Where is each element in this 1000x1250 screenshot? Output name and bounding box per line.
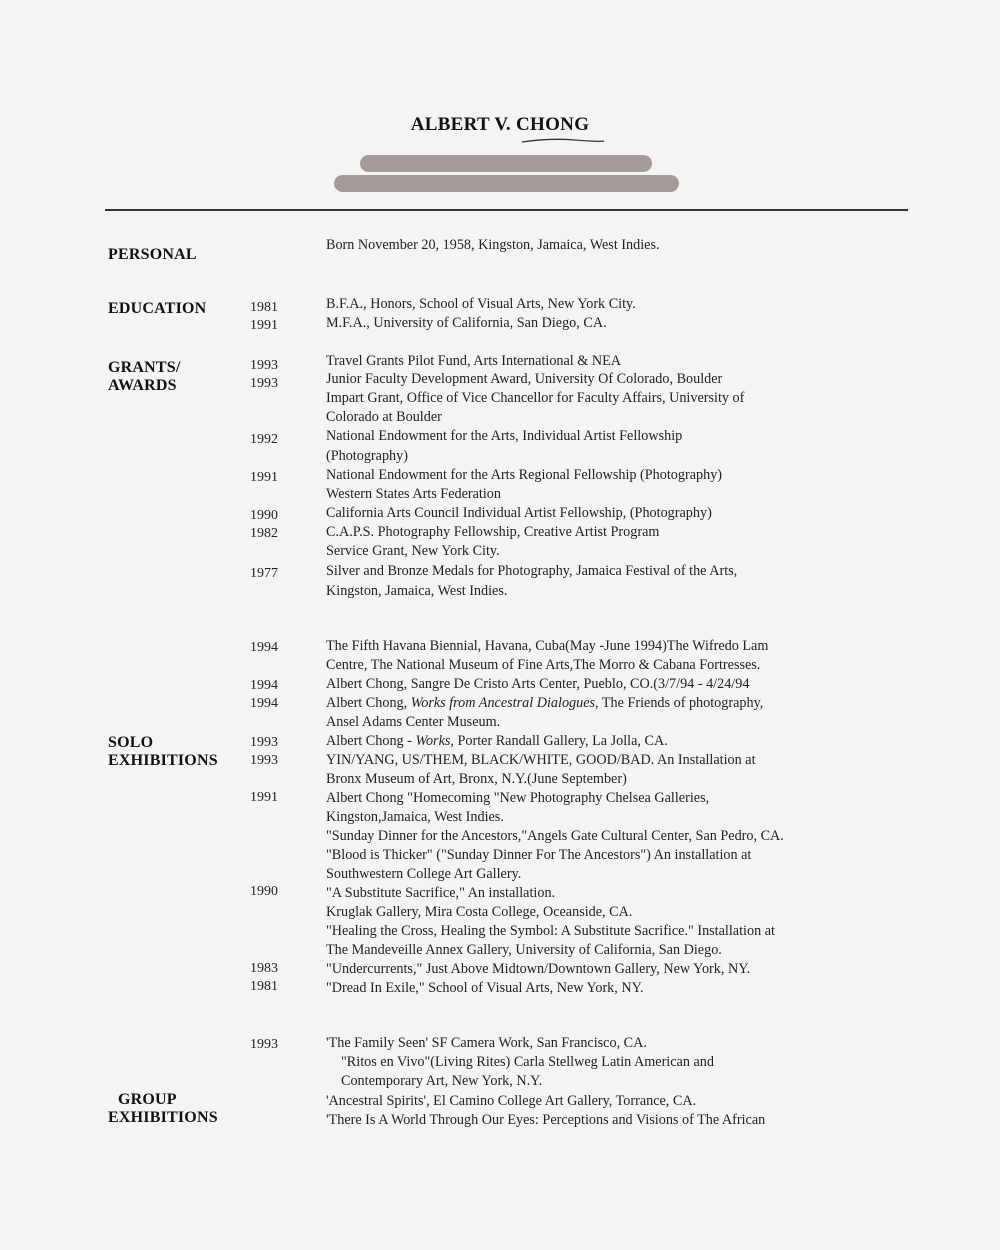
solo-line: Bronx Museum of Art, Bronx, N.Y.(June September) xyxy=(326,771,627,787)
grant-year: 1977 xyxy=(250,566,278,581)
group-line: 'Ancestral Spirits', El Camino College Art Gallery, Torrance, CA. xyxy=(326,1093,697,1109)
grant-line: Silver and Bronze Medals for Photography, Jamaica Festival of the Arts, xyxy=(326,563,738,579)
redacted-contact xyxy=(334,175,679,192)
grant-line: Junior Faculty Development Award, University Of Colorado, Boulder xyxy=(326,371,723,387)
solo-year: 1981 xyxy=(250,979,278,994)
solo-year: 1994 xyxy=(250,696,278,711)
grant-year: 1992 xyxy=(250,432,278,447)
section-label-solo-exhibitions: EXHIBITIONS xyxy=(108,752,218,769)
solo-year: 1991 xyxy=(250,790,278,805)
solo-year: 1983 xyxy=(250,961,278,976)
solo-line-mixed xyxy=(326,733,668,750)
solo-line: Albert Chong, Sangre De Cristo Arts Center, Pueblo, CO.(3/7/94 - 4/24/94 xyxy=(326,676,750,692)
solo-line: "Undercurrents," Just Above Midtown/Downtown Gallery, New York, NY. xyxy=(326,961,751,977)
solo-year: 1993 xyxy=(250,735,278,750)
group-year: 1993 xyxy=(250,1037,278,1052)
section-label-solo: SOLO xyxy=(108,734,154,751)
grant-line: (Photography) xyxy=(326,448,408,464)
section-label-group: GROUP xyxy=(118,1091,177,1108)
solo-year: 1990 xyxy=(250,884,278,899)
section-label-personal: PERSONAL xyxy=(108,246,197,263)
solo-line: "Healing the Cross, Healing the Symbol: A Substitute Sacrifice." Installation at xyxy=(326,923,775,939)
grant-year: 1982 xyxy=(250,526,278,541)
grant-line: National Endowment for the Arts, Individual Artist Fellowship xyxy=(326,428,683,444)
solo-year: 1994 xyxy=(250,678,278,693)
personal-text: Born November 20, 1958, Kingston, Jamaica, West Indies. xyxy=(326,237,660,253)
solo-venue: The Friends of photography, xyxy=(598,695,764,711)
solo-line: Centre, The National Museum of Fine Arts,The Morro & Cabana Fortresses. xyxy=(326,657,761,673)
grant-line: Kingston, Jamaica, West Indies. xyxy=(326,583,508,599)
grant-line: Travel Grants Pilot Fund, Arts International & NEA xyxy=(326,353,622,369)
solo-line: The Mandeveille Annex Gallery, University of California, San Diego. xyxy=(326,942,722,958)
resume-title: ALBERT V. CHONG xyxy=(410,114,590,135)
section-label-grants: GRANTS/ xyxy=(108,359,181,376)
solo-line: Kruglak Gallery, Mira Costa College, Oceanside, CA. xyxy=(326,904,633,920)
solo-line: Albert Chong "Homecoming "New Photography Chelsea Galleries, xyxy=(326,790,710,806)
grant-line: National Endowment for the Arts Regional Fellowship (Photography) xyxy=(326,467,723,483)
section-label-awards: AWARDS xyxy=(108,377,177,394)
title-underline-mark xyxy=(520,137,606,145)
grant-line: Impart Grant, Office of Vice Chancellor for Faculty Affairs, University of xyxy=(326,390,745,406)
education-year: 1981 xyxy=(250,300,278,315)
solo-line-mixed xyxy=(326,695,763,712)
grant-line: C.A.P.S. Photography Fellowship, Creative Artist Program xyxy=(326,524,660,540)
solo-line: Southwestern College Art Gallery. xyxy=(326,866,522,882)
education-line: M.F.A., University of California, San Diego, CA. xyxy=(326,315,607,331)
grant-line: Western States Arts Federation xyxy=(326,486,501,502)
group-line: "Ritos en Vivo"(Living Rites) Carla Stellweg Latin American and xyxy=(341,1054,714,1070)
group-line: 'The Family Seen' SF Camera Work, San Francisco, CA. xyxy=(326,1035,647,1051)
solo-line: "A Substitute Sacrifice," An installation. xyxy=(326,885,556,901)
solo-work-title: Works, xyxy=(415,733,454,749)
grant-line: Service Grant, New York City. xyxy=(326,543,500,559)
redacted-address xyxy=(360,155,652,172)
solo-line: The Fifth Havana Biennial, Havana, Cuba(May -June 1994)The Wifredo Lam xyxy=(326,638,769,654)
header-divider xyxy=(105,209,908,211)
solo-line: "Sunday Dinner for the Ancestors,"Angels Gate Cultural Center, San Pedro, CA. xyxy=(326,828,784,844)
grant-line: Colorado at Boulder xyxy=(326,409,442,425)
solo-artist-name: Albert Chong - xyxy=(326,733,416,749)
group-line: Contemporary Art, New York, N.Y. xyxy=(341,1073,543,1089)
grant-year: 1990 xyxy=(250,508,278,523)
group-line: 'There Is A World Through Our Eyes: Perceptions and Visions of The African xyxy=(326,1112,766,1128)
section-label-group-exhibitions: EXHIBITIONS xyxy=(108,1109,218,1126)
solo-line: "Dread In Exile," School of Visual Arts, New York, NY. xyxy=(326,980,644,996)
education-line: B.F.A., Honors, School of Visual Arts, New York City. xyxy=(326,296,636,312)
section-label-education: EDUCATION xyxy=(108,300,207,317)
solo-work-title: Works from Ancestral Dialogues, xyxy=(410,695,599,711)
grant-year: 1993 xyxy=(250,376,278,391)
education-year: 1991 xyxy=(250,318,278,333)
solo-venue: Porter Randall Gallery, La Jolla, CA. xyxy=(453,733,668,749)
solo-line: YIN/YANG, US/THEM, BLACK/WHITE, GOOD/BAD. An Installation at xyxy=(326,752,756,768)
solo-artist-name: Albert Chong, xyxy=(326,695,411,711)
solo-line: Ansel Adams Center Museum. xyxy=(326,714,501,730)
solo-year: 1994 xyxy=(250,640,278,655)
grant-year: 1993 xyxy=(250,358,278,373)
grant-year: 1991 xyxy=(250,470,278,485)
solo-year: 1993 xyxy=(250,753,278,768)
grant-line: California Arts Council Individual Artist Fellowship, (Photography) xyxy=(326,505,712,521)
solo-line: Kingston,Jamaica, West Indies. xyxy=(326,809,504,825)
solo-line: "Blood is Thicker" ("Sunday Dinner For The Ancestors") An installation at xyxy=(326,847,752,863)
